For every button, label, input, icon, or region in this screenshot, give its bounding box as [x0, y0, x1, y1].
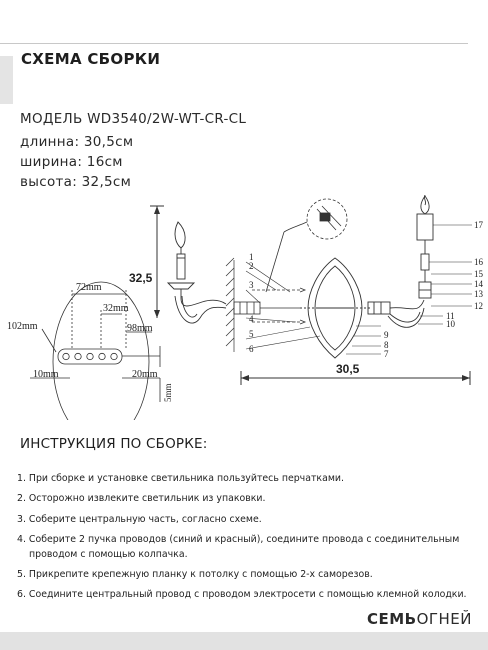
detail-callout — [266, 199, 347, 292]
header-accent-bar — [0, 56, 13, 104]
callout-6: 6 — [249, 344, 254, 354]
length-label: 30,5 — [336, 362, 360, 376]
part-leaders-left — [246, 262, 320, 349]
instruction-list — [17, 473, 482, 610]
instruction-step: 2. Осторожно извлеките светильник из упаковки. — [17, 493, 266, 505]
wall-mount-assembly — [234, 288, 305, 324]
callout-11: 11 — [446, 311, 455, 321]
instruction-step: 1. При сборке и установке светильника пользуйтесь перчатками. — [17, 473, 344, 484]
instruction-step: 5. Прикрепите крепежную планку к потолку с помощью 2-х саморезов. — [17, 569, 373, 581]
callout-15: 15 — [474, 269, 483, 279]
plate-dimensions — [7, 282, 173, 402]
dim-98: 98mm — [127, 323, 153, 334]
height-dimension — [129, 206, 164, 318]
length-dimension — [241, 362, 470, 385]
callout-13: 13 — [474, 289, 483, 299]
dim-32: 32mm — [103, 303, 129, 314]
dim-5: 5mm — [163, 383, 173, 402]
assembly-drawing — [0, 195, 488, 420]
dim-10: 10mm — [33, 369, 59, 380]
callout-12: 12 — [474, 301, 483, 311]
dim-20: 20mm — [132, 369, 158, 380]
spec-height: высота: 32,5см — [20, 174, 132, 190]
callout-7: 7 — [384, 349, 389, 359]
instruction-step: 6. Соедините центральный провод с проводом электросети с помощью клемной колодки. — [17, 589, 467, 601]
wall-hatch — [226, 258, 234, 352]
spec-width: ширина: 16см — [20, 154, 123, 170]
callout-3: 3 — [249, 280, 254, 290]
dim-72: 72mm — [76, 282, 102, 293]
callout-4: 4 — [249, 314, 254, 324]
instruction-step: 4. Соберите 2 пучка проводов (синий и красный), соедините провода с соединительным — [17, 533, 460, 545]
header — [0, 30, 488, 88]
callout-16: 16 — [474, 257, 483, 267]
part-leaders-right — [346, 225, 472, 354]
part-callouts — [249, 220, 484, 359]
height-label: 32,5 — [129, 271, 153, 285]
callout-17: 17 — [474, 220, 483, 230]
header-divider — [0, 43, 468, 44]
callout-14: 14 — [474, 279, 483, 289]
lamp-arm-assembly — [368, 195, 433, 327]
footer-bar — [0, 632, 488, 650]
callout-9: 9 — [384, 330, 389, 340]
callout-10: 10 — [446, 319, 455, 329]
lamp-side-profile — [168, 222, 226, 323]
instruction-step-continued: проводом с помощью колпачка. — [29, 548, 188, 560]
decorative-plate — [300, 258, 370, 358]
model-name: МОДЕЛЬ WD3540/2W-WT-CR-CL — [20, 111, 247, 127]
instruction-step: 3. Соберите центральную часть, согласно схеме. — [17, 513, 262, 525]
spec-length: длинна: 30,5см — [20, 134, 134, 150]
mounting-plate-detail — [30, 282, 160, 420]
instructions-title: ИНСТРУКЦИЯ ПО СБОРКЕ: — [20, 436, 208, 452]
callout-2: 2 — [249, 261, 254, 271]
brand-light: ОГНЕЙ — [416, 610, 472, 628]
dim-102: 102mm — [7, 321, 38, 332]
brand-logo — [367, 610, 472, 628]
callout-1: 1 — [249, 252, 254, 262]
brand-bold: СЕМЬ — [366, 610, 417, 628]
callout-8: 8 — [384, 340, 389, 350]
callout-5: 5 — [249, 329, 254, 339]
page-title: СХЕМА СБОРКИ — [21, 50, 161, 68]
